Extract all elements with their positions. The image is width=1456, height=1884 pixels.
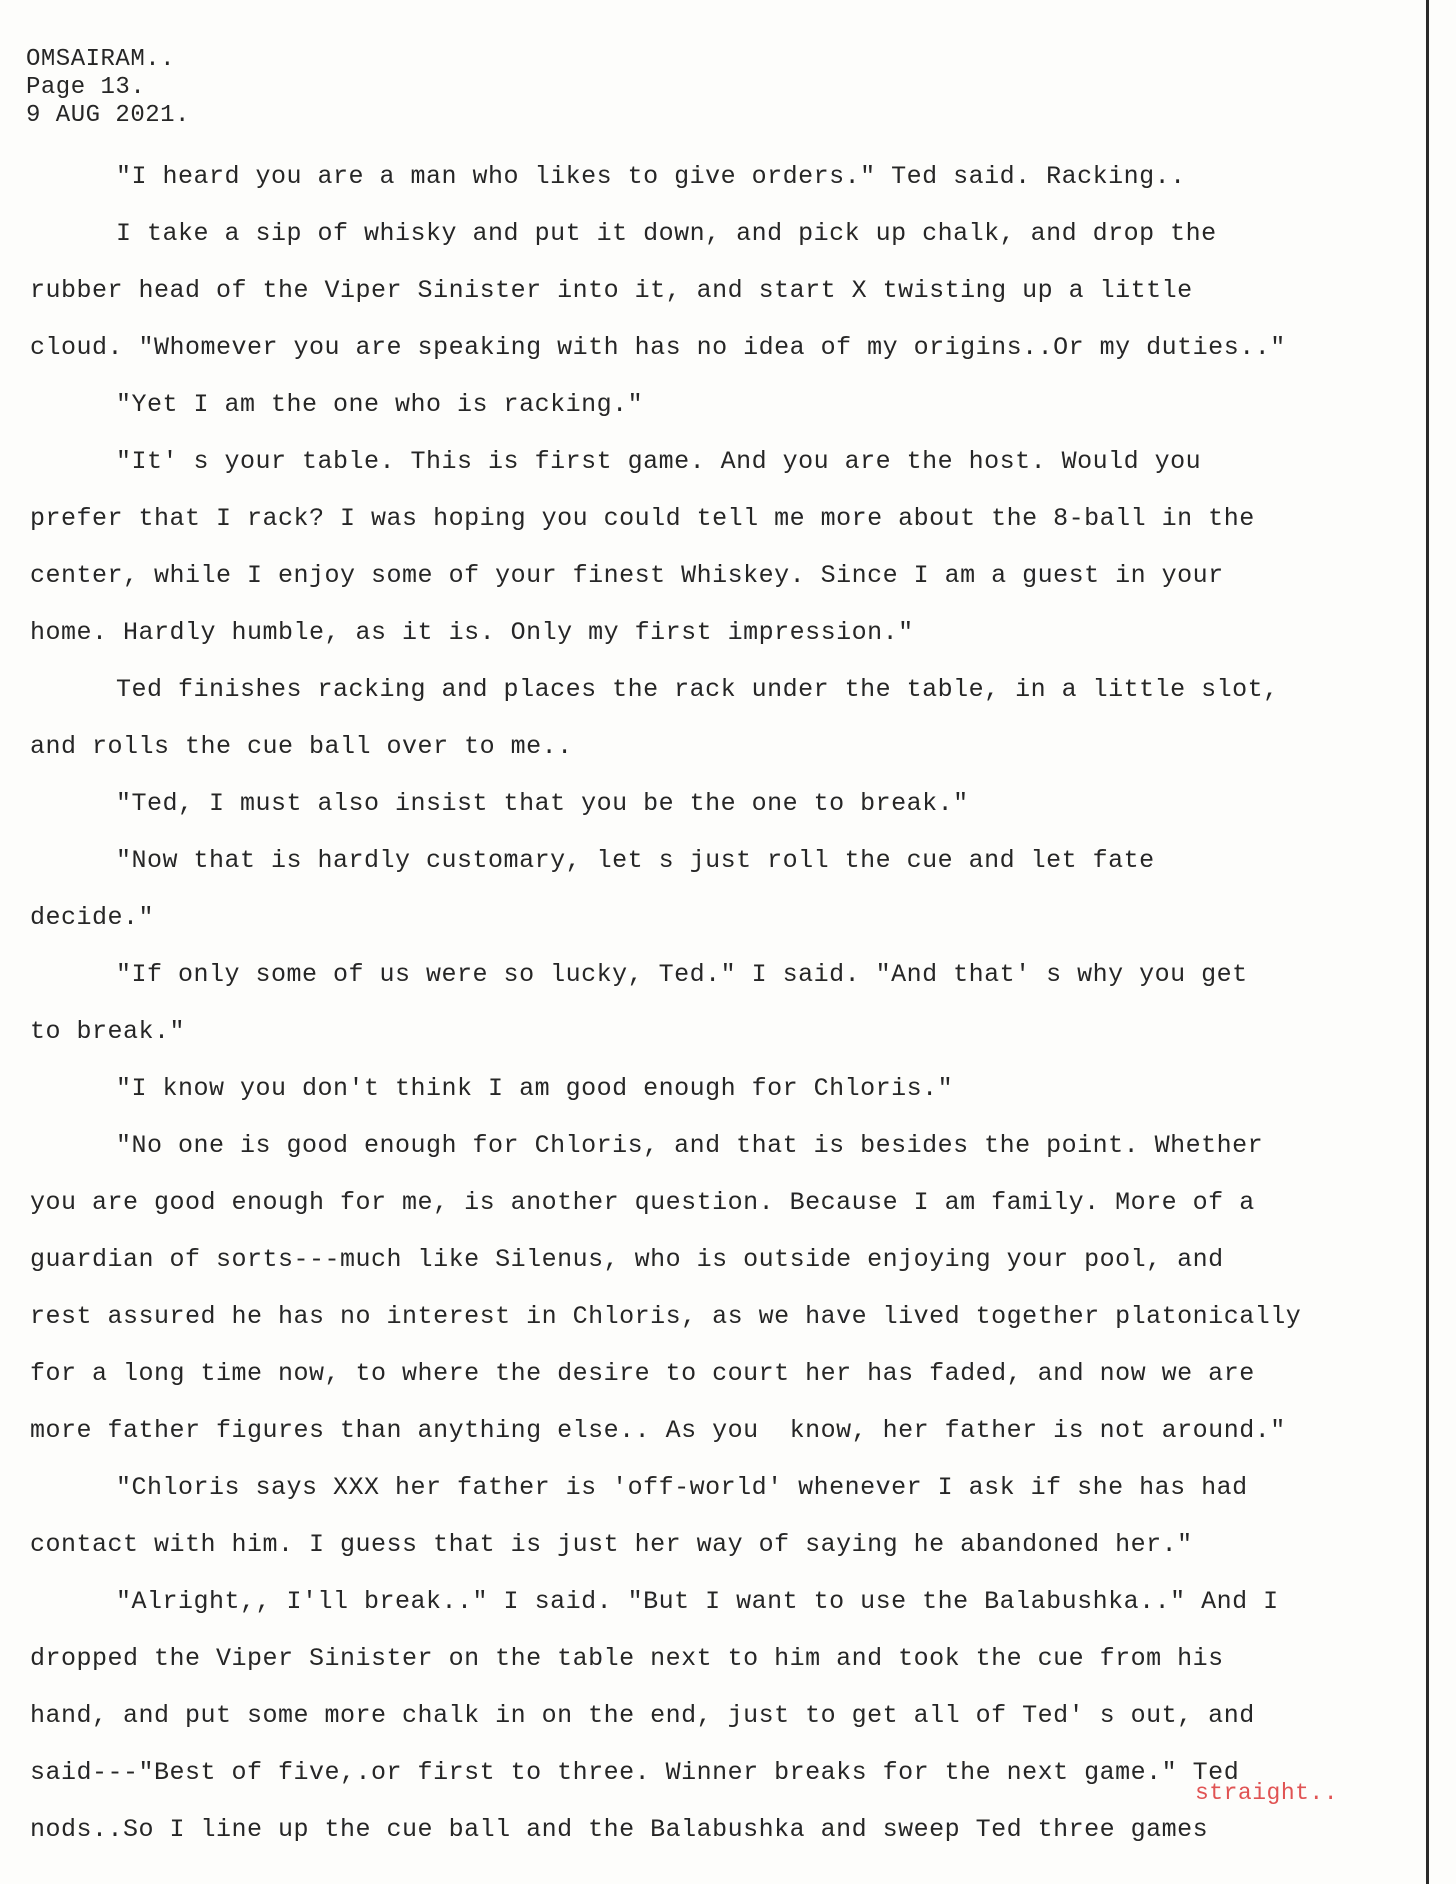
text-line: contact with him. I guess that is just her way of saying he abandoned her." <box>30 1530 1193 1559</box>
body-text <box>30 148 1430 1858</box>
text-line: hand, and put some more chalk in on the end, just to get all of Ted' s out, and <box>30 1701 1255 1730</box>
text-line: you are good enough for me, is another question. Because I am family. More of a <box>30 1188 1255 1217</box>
text-line: "Now that is hardly customary, let s just roll the cue and let fate <box>116 846 1155 875</box>
header-date: 9 AUG 2021. <box>26 102 190 129</box>
text-line: nods..So I line up the cue ball and the Balabushka and sweep Ted three games <box>30 1815 1209 1844</box>
text-line: for a long time now, to where the desire to court her has faded, and now we are <box>30 1359 1255 1388</box>
text-line: rest assured he has no interest in Chloris, as we have lived together platonically <box>30 1302 1302 1331</box>
text-line: "It' s your table. This is first game. And you are the host. Would you <box>116 447 1202 476</box>
text-line: Ted finishes racking and places the rack under the table, in a little slot, <box>116 675 1279 704</box>
text-line: to break." <box>30 1017 186 1046</box>
text-line: home. Hardly humble, as it is. Only my first impression." <box>30 618 914 647</box>
text-line: cloud. "Whomever you are speaking with has no idea of my origins..Or my duties.." <box>30 333 1286 362</box>
text-line: and rolls the cue ball over to me.. <box>30 732 573 761</box>
text-line: dropped the Viper Sinister on the table next to him and took the cue from his <box>30 1644 1224 1673</box>
text-line: "Ted, I must also insist that you be the one to break." <box>116 789 969 818</box>
page-header <box>26 46 190 130</box>
text-line: "Yet I am the one who is racking." <box>116 390 644 419</box>
text-line: "I heard you are a man who likes to give orders." Ted said. Racking.. <box>116 162 1186 191</box>
text-line: decide." <box>30 903 155 932</box>
text-line: "I know you don't think I am good enough for Chloris." <box>116 1074 954 1103</box>
header-page-number: Page 13. <box>26 74 146 101</box>
text-line: "If only some of us were so lucky, Ted." I said. "And that' s why you get <box>116 960 1248 989</box>
text-line: prefer that I rack? I was hoping you could tell me more about the 8-ball in the <box>30 504 1255 533</box>
text-line: more father figures than anything else.. As you know, her father is not around." <box>30 1416 1286 1445</box>
text-line: I take a sip of whisky and put it down, and pick up chalk, and drop the <box>116 219 1217 248</box>
header-title: OMSAIRAM.. <box>26 46 176 73</box>
text-line: "Chloris says XXX her father is 'off-world' whenever I ask if she has had <box>116 1473 1248 1502</box>
text-line: center, while I enjoy some of your finest Whiskey. Since I am a guest in your <box>30 561 1224 590</box>
text-line: rubber head of the Viper Sinister into it, and start X twisting up a little <box>30 276 1193 305</box>
handwritten-red-annotation: straight.. <box>1195 1780 1339 1806</box>
text-line: "No one is good enough for Chloris, and that is besides the point. Whether <box>116 1131 1264 1160</box>
text-line: said---"Best of five,.or first to three. Winner breaks for the next game." Ted <box>30 1758 1240 1787</box>
text-line: "Alright,, I'll break.." I said. "But I want to use the Balabushka.." And I <box>116 1587 1279 1616</box>
text-line: guardian of sorts---much like Silenus, who is outside enjoying your pool, and <box>30 1245 1224 1274</box>
